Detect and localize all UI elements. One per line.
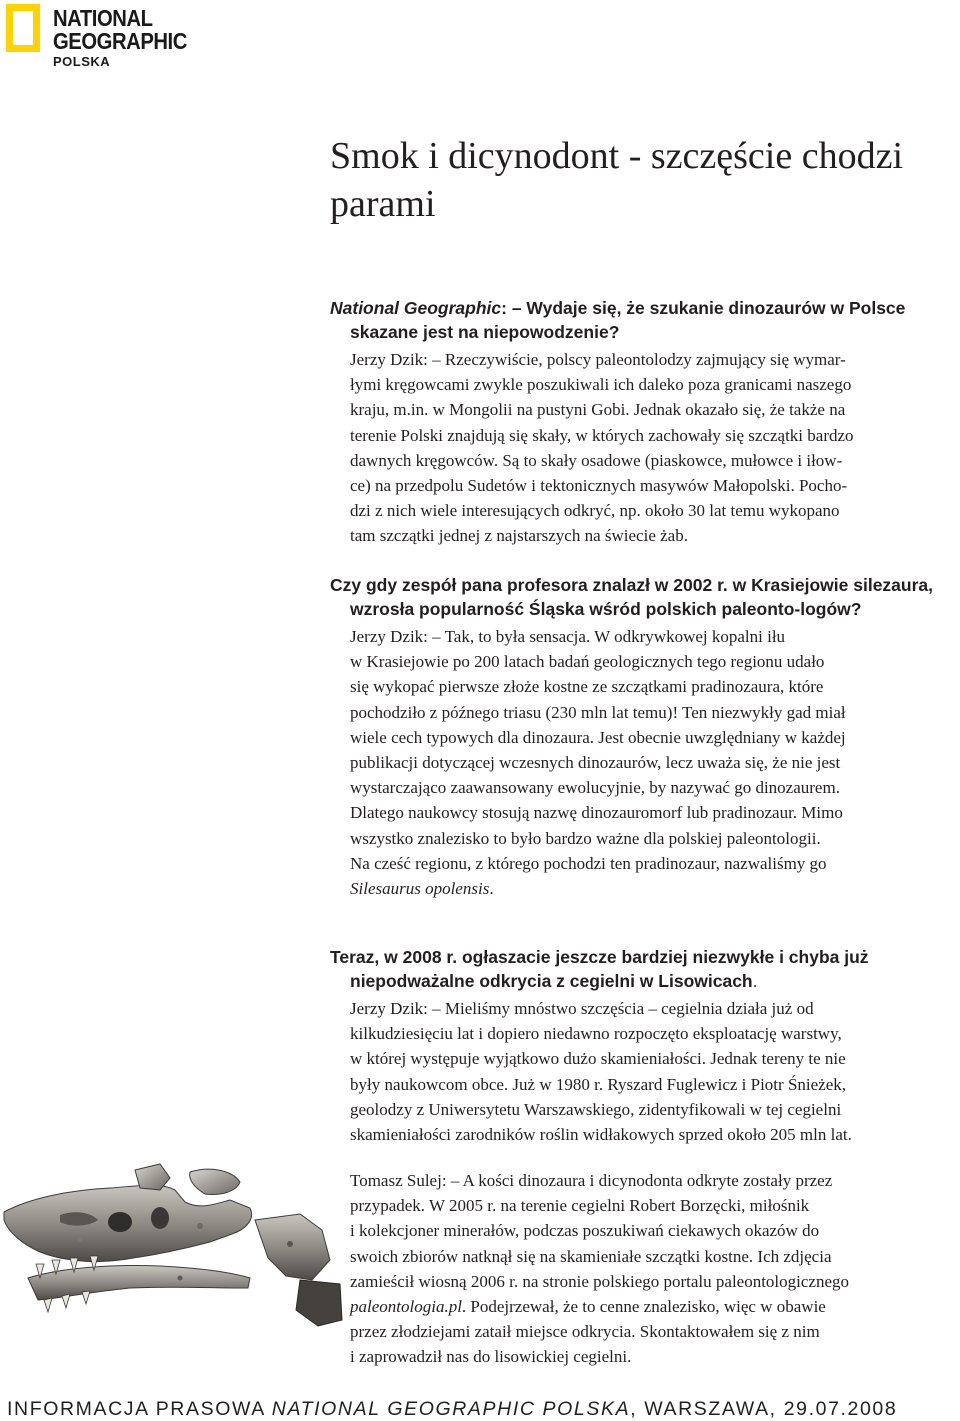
footer-suffix: , WARSZAWA, 29.07.2008 xyxy=(630,1398,898,1420)
national-geographic-logo xyxy=(6,4,206,68)
question-1-text: : – Wydaje się, że szukanie dinozaurów w Polsce skazane jest na niepowodzenie? xyxy=(350,298,906,342)
interview-section-4 xyxy=(330,1168,960,1370)
question-2: Czy gdy zespół pana profesora znalazł w 2002 r. w Krasiejowie silezaura, wzrosła popularność Śląska wśród polskich paleonto-logów? xyxy=(330,575,934,619)
logo-line-3: POLSKA xyxy=(53,54,111,69)
answer-2-text: Jerzy Dzik: – Tak, to była sensacja. W odkrywkowej kopalni iłu w Krasiejowie po 200 latach badań geologicznych tego regionu udało się wykopać pierwsze złoże kostne ze szczątkami pradinozaura, które pochodziło z późnego triasu (230 mln lat temu)! Ten niezwykły gad miał wiele cech typowych dla dinozaura. Jest obecnie uwzględniany w każdej publikacji dotyczącej wczesnych dinozaurów, lecz uważa się, że nie jest wystarczająco zaawansowany ewolucyjnie, by nazywać go dinozaurem. Dlatego naukowcy stosują nazwę dinozauromorf lub pradinozaur. Mimo wszystko znalezisko to było bardzo ważne dla polskiej paleontologii. Na cześć regionu, z którego pochodzi ten pradinozaur, nazwaliśmy go xyxy=(350,627,846,873)
logo-line-2: GEOGRAPHIC xyxy=(53,28,187,54)
answer-4 xyxy=(350,1168,940,1370)
yellow-border-icon xyxy=(6,4,40,52)
question-3-tail: . xyxy=(752,970,758,991)
question-1 xyxy=(330,297,960,344)
species-name: Silesaurus opolensis xyxy=(350,879,490,899)
footer-prefix: INFORMACJA PRASOWA xyxy=(7,1398,272,1420)
press-release-footer xyxy=(7,1397,957,1421)
question-3-text: Teraz, w 2008 r. ogłaszacie jeszcze bardziej niezwykłe i chyba już niepodważalne odkrycia z cegielni w Lisowicach xyxy=(330,947,869,991)
interview-section-2 xyxy=(330,574,960,901)
footer-magazine: NATIONAL GEOGRAPHIC POLSKA xyxy=(271,1398,631,1420)
answer-1: Jerzy Dzik: – Rzeczywiście, polscy paleontolodzy zajmujący się wymar- łymi kręgowcami zwykle poszukiwali ich daleko poza granicami naszego kraju, m.in. w Mongolii na pustyni Gobi. Jednak okazało się, że także na terenie Polski znajdują się skały, w których zachowały się szczątki bardzo dawnych kręgowców. Są to skały osadowe (piaskowce, mułowce i iłow- ce) na przedpolu Sudetów i tektonicznych masywów Małopolski. Pocho- dzi z nich wiele interesujących odkryć, np. około 30 lat temu wykopano tam szczątki jednej z najstarszych na świecie żab. xyxy=(350,350,854,546)
answer-4-tail: . Podejrzewał, że to cenne znalezisko, więc w obawie przez złodziejami zataił miejsce odkrycia. Skontaktowałem się z nim i zaprowadził nas do lisowickiej cegielni. xyxy=(350,1297,826,1367)
logo-line-1: NATIONAL xyxy=(53,5,153,31)
interview-section-1 xyxy=(330,297,960,549)
answer-2 xyxy=(350,624,940,901)
fossil-skull-image xyxy=(0,1160,345,1330)
question-1-magazine-name: National Geographic xyxy=(330,298,502,318)
answer-3: Jerzy Dzik: – Mieliśmy mnóstwo szczęścia – cegielnia działa już od kilkudziesięciu lat i dopiero niedawno rozpoczęto eksploatację warstwy, w której występuje wyjątkowo dużo skamieniałości. Jednak tereny te nie były naukowcom obce. Już w 1980 r. Ryszard Fuglewicz i Piotr Śnieżek, geolodzy z Uniwersytetu Warszawskiego, zidentyfikowali w tej cegielni skamieniałości zarodników roślin widłakowych sprzed około 205 mln lat. xyxy=(350,999,852,1145)
answer-2-tail: . xyxy=(489,879,494,899)
portal-name: paleontologia.pl xyxy=(350,1297,462,1317)
interview-section-3 xyxy=(330,946,960,1147)
question-3 xyxy=(330,946,960,993)
answer-4-text: Tomasz Sulej: – A kości dinozaura i dicynodonta odkryte zostały przez przypadek. W 2005 r. na terenie cegielni Robert Borzęcki, miłośnik i kolekcjoner minerałów, podczas poszukiwań ciekawych okazów do swoich zbiorów natknął się na skamieniałe szczątki kostne. Ich zdjęcia zamieścił wiosną 2006 r. na stronie polskiego portalu paleontologicznego xyxy=(350,1171,850,1291)
article-title: Smok i dicynodont - szczęście chodzi parami xyxy=(330,135,904,225)
